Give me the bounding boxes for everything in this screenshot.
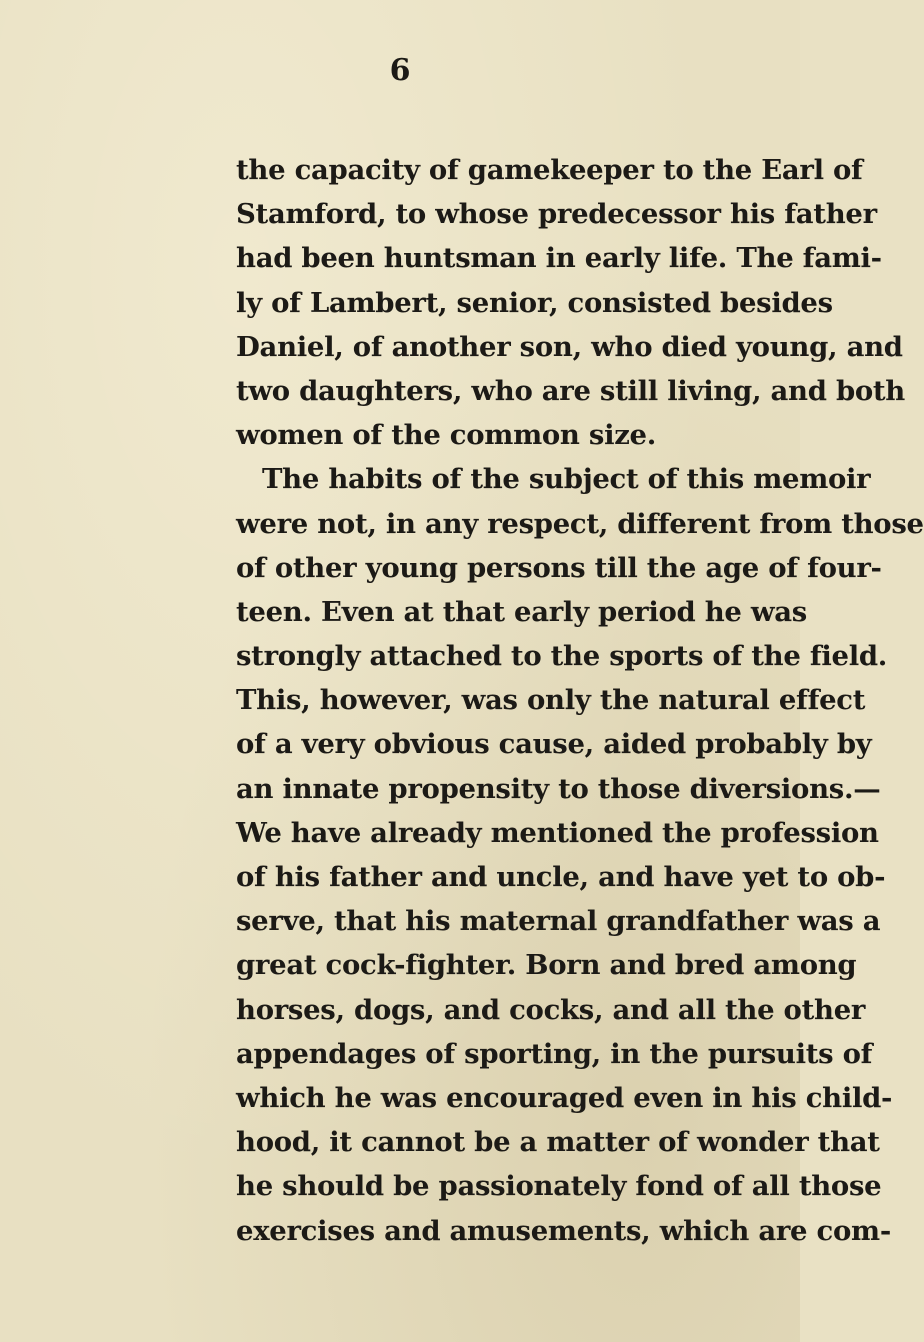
- text-line: the capacity of gamekeeper to the Earl of: [236, 154, 863, 186]
- text-line: teen. Even at that early period he was: [236, 595, 807, 628]
- text-line: appendages of sporting, in the pursuits of: [236, 1037, 873, 1070]
- text-line: We have already mentioned the profession: [236, 816, 879, 849]
- text-line: of his father and uncle, and have yet to ob-: [236, 861, 886, 893]
- text-line: strongly attached to the sports of the field.: [236, 640, 888, 673]
- text-line: had been huntsman in early life. The fami-: [236, 242, 882, 275]
- text-line: serve, that his maternal grandfather was a: [236, 905, 881, 938]
- text-line: Stamford, to whose predecessor his father: [236, 198, 877, 231]
- text-line: were not, in any respect, different from those: [236, 507, 924, 540]
- page-number: 6: [389, 53, 411, 88]
- text-line: This, however, was only the natural effect: [236, 684, 866, 717]
- text-line: he should be passionately fond of all those: [236, 1170, 882, 1203]
- text-line: Daniel, of another son, who died young, and: [236, 330, 903, 363]
- text-line: of other young persons till the age of four-: [236, 551, 882, 584]
- text-line: exercises and amusements, which are com-: [236, 1214, 891, 1247]
- text-line: hood, it cannot be a matter of wonder that: [236, 1126, 880, 1159]
- text-line: women of the common size.: [236, 419, 656, 452]
- text-line: which he was encouraged even in his child-: [236, 1081, 893, 1114]
- text-line: The habits of the subject of this memoir: [262, 463, 871, 496]
- text-line: an innate propensity to those diversions.—: [236, 772, 881, 805]
- text-line: great cock-fighter. Born and bred among: [236, 949, 857, 982]
- text-line: horses, dogs, and cocks, and all the other: [236, 993, 866, 1026]
- text-line: ly of Lambert, senior, consisted besides: [236, 286, 833, 319]
- text-line: two daughters, who are still living, and both: [236, 374, 906, 407]
- text-line: of a very obvious cause, aided probably by: [236, 728, 872, 761]
- body-text: [236, 148, 924, 1253]
